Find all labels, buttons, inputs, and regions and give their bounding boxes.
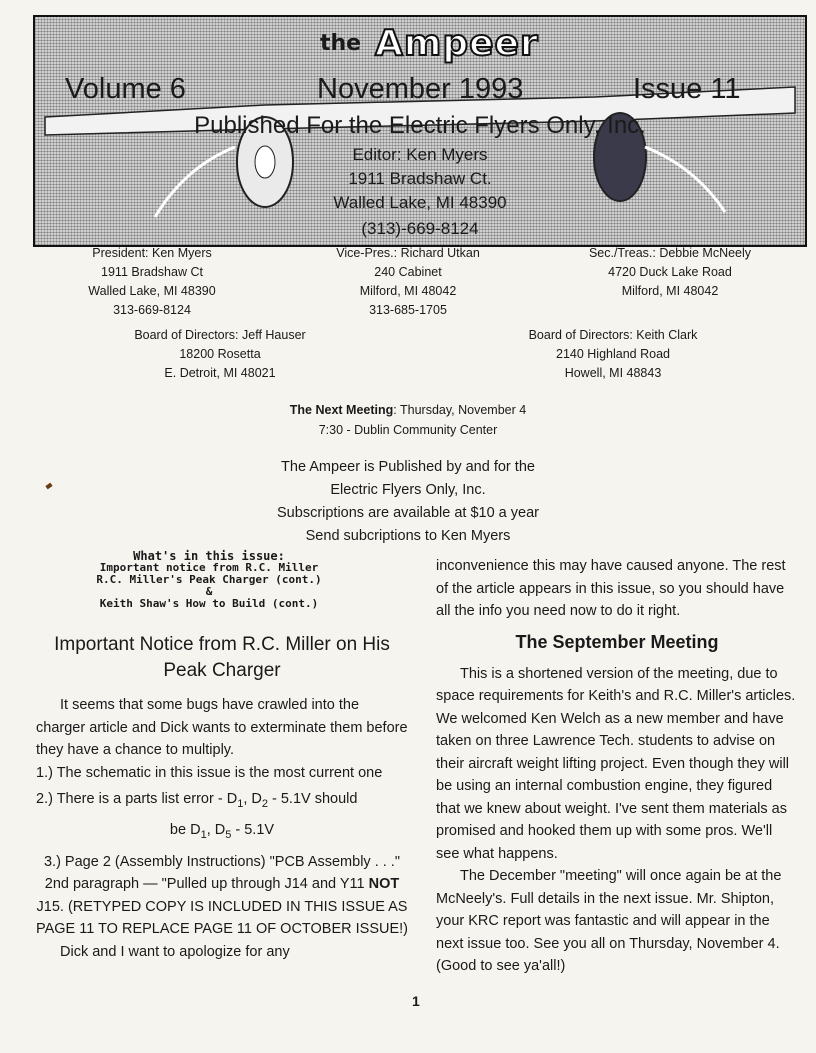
issue-date: November 1993 <box>317 73 524 105</box>
officer-line: 240 Cabinet <box>374 265 442 279</box>
contents-item: Keith Shaw's How to Build (cont.) <box>99 597 319 610</box>
pub-line: The Ampeer is Published by and for the <box>281 459 535 475</box>
officer-line: Howell, MI 48843 <box>564 366 662 380</box>
notice-item-2-correction: be $D_1$, $D_5 - 5.1V$ <box>169 822 275 842</box>
notice-item-2: 2.) There is a parts list error - $D_1$, $D_2 - 5.1V$ should <box>36 791 358 810</box>
contents-box <box>40 550 378 610</box>
pub-line: Electric Flyers Only, Inc. <box>330 482 486 498</box>
officer-line: 1911 Bradshaw Ct <box>101 265 203 279</box>
officer-line: Vice-Pres.: Richard Utkan <box>336 246 480 260</box>
pub-line: Send subcriptions to Ken Myers <box>305 528 511 544</box>
editor-phone: (313)-669-8124 <box>361 219 479 238</box>
officer-line: 313-685-1705 <box>369 303 447 317</box>
officer-line: Board of Directors: Keith Clark <box>528 328 698 342</box>
meeting-place: 7:30 - Dublin Community Center <box>318 423 498 437</box>
meeting-date: : Thursday, November 4 <box>393 403 527 417</box>
contents-item: Important notice from R.C. Miller <box>99 561 319 574</box>
officer-president <box>62 244 242 320</box>
board-director-2 <box>508 326 718 383</box>
article-closing: Dick and I want to apologize for any <box>60 943 290 960</box>
pub-line: Subscriptions are available at $10 a year <box>277 505 539 521</box>
article-important-notice <box>36 632 408 963</box>
officer-line: President: Ken Myers <box>92 246 212 260</box>
masthead-banner <box>33 15 807 247</box>
september-para-2: The December "meeting" will once again be at the McNeely's. Full details in the next issue. Mr. Shipton, your KRC report was fantastic and will appear in the next issue too. See you all on Thursday, November 4. (Good to see ya'all!) <box>436 868 782 974</box>
officer-line: Board of Directors: Jeff Hauser <box>134 328 306 342</box>
contents-item: R.C. Miller's Peak Charger (cont.) <box>96 573 322 586</box>
next-meeting <box>200 400 616 440</box>
published-line: Published For the Electric Flyers Only, Inc. <box>194 112 646 139</box>
officer-line: Walled Lake, MI 48390 <box>88 284 216 298</box>
publication-info <box>170 456 646 548</box>
officer-line: 2140 Highland Road <box>556 347 670 361</box>
article-continued: inconvenience this may have caused anyone. The rest of the article appears in this issue, so you should have all the info you need now to do it right. <box>436 558 786 619</box>
volume-label: Volume 6 <box>65 73 186 105</box>
ink-mark <box>45 483 52 490</box>
notice-item-3: 3.) Page 2 (Assembly Instructions) "PCB Assembly . . ." 2nd paragraph — "Pulled up through J14 and Y11 NOT J15. (RETYPED COPY IS INCLUDED IN THIS ISSUE AS PAGE 11 TO REPLACE PAGE 11 OF OCTOBER ISSUE!) <box>36 853 409 938</box>
notice-item-1: 1.) The schematic in this issue is the most current one <box>36 764 383 781</box>
officer-line: E. Detroit, MI 48021 <box>164 366 276 380</box>
editor-city: Walled Lake, MI 48390 <box>333 193 507 212</box>
board-director-1 <box>115 326 325 383</box>
issue-number: Issue 11 <box>633 73 741 105</box>
officer-line: 313-669-8124 <box>113 303 191 317</box>
september-meeting-title: The September Meeting <box>515 631 719 652</box>
officer-line: 18200 Rosetta <box>179 347 261 361</box>
masthead-the: the <box>320 31 362 56</box>
meeting-label: The Next Meeting <box>289 403 394 417</box>
page-number: 1 <box>412 993 420 1009</box>
officer-line: Milford, MI 48042 <box>621 284 719 298</box>
right-column <box>436 555 798 978</box>
editor-street: 1911 Bradshaw Ct. <box>348 169 492 188</box>
editor-name: Editor: Ken Myers <box>352 145 488 164</box>
officer-line: 4720 Duck Lake Road <box>608 265 732 279</box>
masthead-title: Ampeer <box>375 23 539 64</box>
contents-heading: What's in this issue: <box>133 549 285 563</box>
article-intro: It seems that some bugs have crawled into the charger article and Dick wants to exterminate them before they have a chance to multiply. <box>36 697 408 758</box>
contents-item: & <box>205 585 213 598</box>
officer-vice-president <box>318 244 498 320</box>
officer-secretary-treasurer <box>570 244 770 301</box>
officer-line: Milford, MI 48042 <box>359 284 457 298</box>
september-para-1: This is a shortened version of the meeting, due to space requirements for Keith's and R.C. Miller's articles. We welcomed Ken Welch as a new member and have taken on three Lawrence Tech. students to advise on their aircraft weight lifting project. Even though they will be using an internal combustion engine, they figured that we knew about weight. I've sent them materials as promised and hooked them up with some pros. We'll see what happens. <box>436 665 796 862</box>
officer-line: Sec./Treas.: Debbie McNeely <box>588 246 752 260</box>
article-title: Important Notice from R.C. Miller on His Peak Charger <box>54 634 390 681</box>
